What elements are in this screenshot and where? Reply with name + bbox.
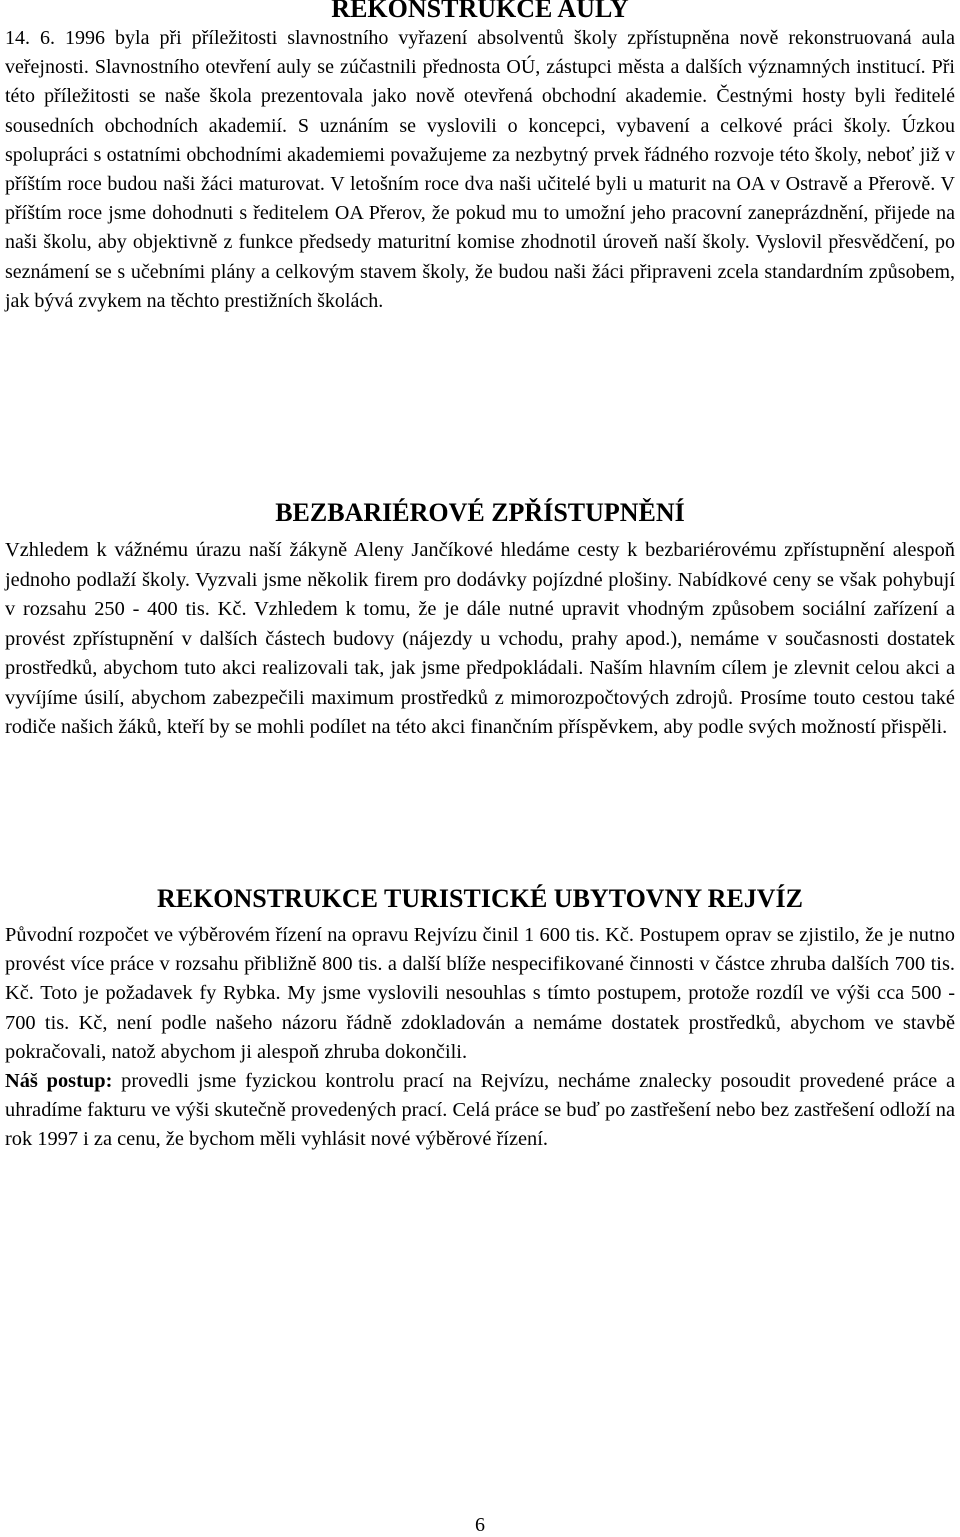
procedure-label: Náš postup:: [5, 1070, 113, 1093]
section-paragraph: Původní rozpočet ve výběrovém řízení na opravu Rejvízu činil 1 600 tis. Kč. Postupem oprav se zjistilo, že je nutno provést více práce v rozsahu přibližně 800 tis. a další blíže nespecifikované činnosti v částce zhruba dalších 700 tis. Kč. Toto je požadavek fy Rybka. My jsme vyslovili nesouhlas s tímto postupem, protože rozdíl ve výši cca 500 - 700 tis. Kč, není podle našeho názoru řádně zdokladován a nemáme dostatek prostředků, abychom ve stavbě pokračovali, natož abychom ji alespoň zhruba dokončili.: [5, 924, 955, 1063]
section-rejviz: [5, 884, 955, 1155]
section-aula: [5, 0, 955, 316]
section-paragraph: Vzhledem k vážnému úrazu naší žákyně Aleny Jančíkové hledáme cesty k bezbariérovému zpřístupnění alespoň jednoho podlaží školy. Vyzvali jsme několik firem pro dodávky pojízdné plošiny. Nabídkové ceny se však pohybují v rozsahu 250 - 400 tis. Kč. Vzhledem k tomu, že je dále nutné upravit vhodným způsobem sociální zařízení a provést zpřístupnění v dalších částech budovy (nájezdy u vchodu, prahy apod.), nemáme v současnosti dostatek prostředků, abychom tuto akci realizovali tak, jak jsme předpokládali. Naším hlavním cílem je zlevnit celou akci a vyvíjíme úsilí, abychom zabezpečili maximum prostředků z mimorozpočtových zdrojů. Prosíme touto cestou také rodiče našich žáků, kteří by se mohli podílet na této akci finančním příspěvkem, aby podle svých možností přispěli.: [5, 539, 955, 738]
section-heading: BEZBARIÉROVÉ ZPŘÍSTUPNĚNÍ: [275, 498, 685, 527]
section-heading: REKONSTRUKCE AULY: [331, 0, 629, 23]
page-number: 6: [475, 1514, 485, 1536]
procedure-text: provedli jsme fyzickou kontrolu prací na Rejvízu, necháme znalecky posoudit provedené práce a uhradíme fakturu ve výši skutečně provedených prací. Celá práce se buď po zastřešení nebo bez zastřešení odloží na rok 1997 i za cenu, že bychom měli vyhlásit nové výběrové řízení.: [5, 1070, 956, 1151]
section-heading: REKONSTRUKCE TURISTICKÉ UBYTOVNY REJVÍZ: [156, 884, 804, 913]
section-paragraph-procedure: [5, 1067, 955, 1155]
section-bezbarierove: [5, 498, 955, 743]
section-paragraph: 14. 6. 1996 byla při příležitosti slavnostního vyřazení absolventů školy zpřístupněna nově rekonstruovaná aula veřejnosti. Slavnostního otevření auly se zúčastnili přednosta OÚ, zástupci města a dalších významných institucí. Při této příležitosti se naše škola prezentovala jako nově otevřená obchodní akademie. Čestnými hosty byli ředitelé sousedních obchodních akademií. S uznáním se vyslovili o koncepci, vybavení a celkové práci školy. Úzkou spolupráci s ostatními obchodními akademiemi považujeme za nezbytný prvek řádného rozvoje této školy, neboť již v příštím roce budou naši žáci maturovat. V letošním roce dva naši učitelé byli u maturit na OA v Ostravě a Přerově. V příštím roce jsme dohodnuti s ředitelem OA Přerov, že pokud mu to umožní jeho pracovní zaneprázdnění, přijede na naši školu, aby objektivně z funkce předsedy maturitní komise zhodnotil úroveň naší školy. Vyslovil přesvědčení, po seznámení se s učebními plány a celkovým stavem školy, že budou naši žáci připraveni zcela standardním způsobem, jak bývá zvykem na těchto prestižních školách.: [5, 27, 955, 312]
